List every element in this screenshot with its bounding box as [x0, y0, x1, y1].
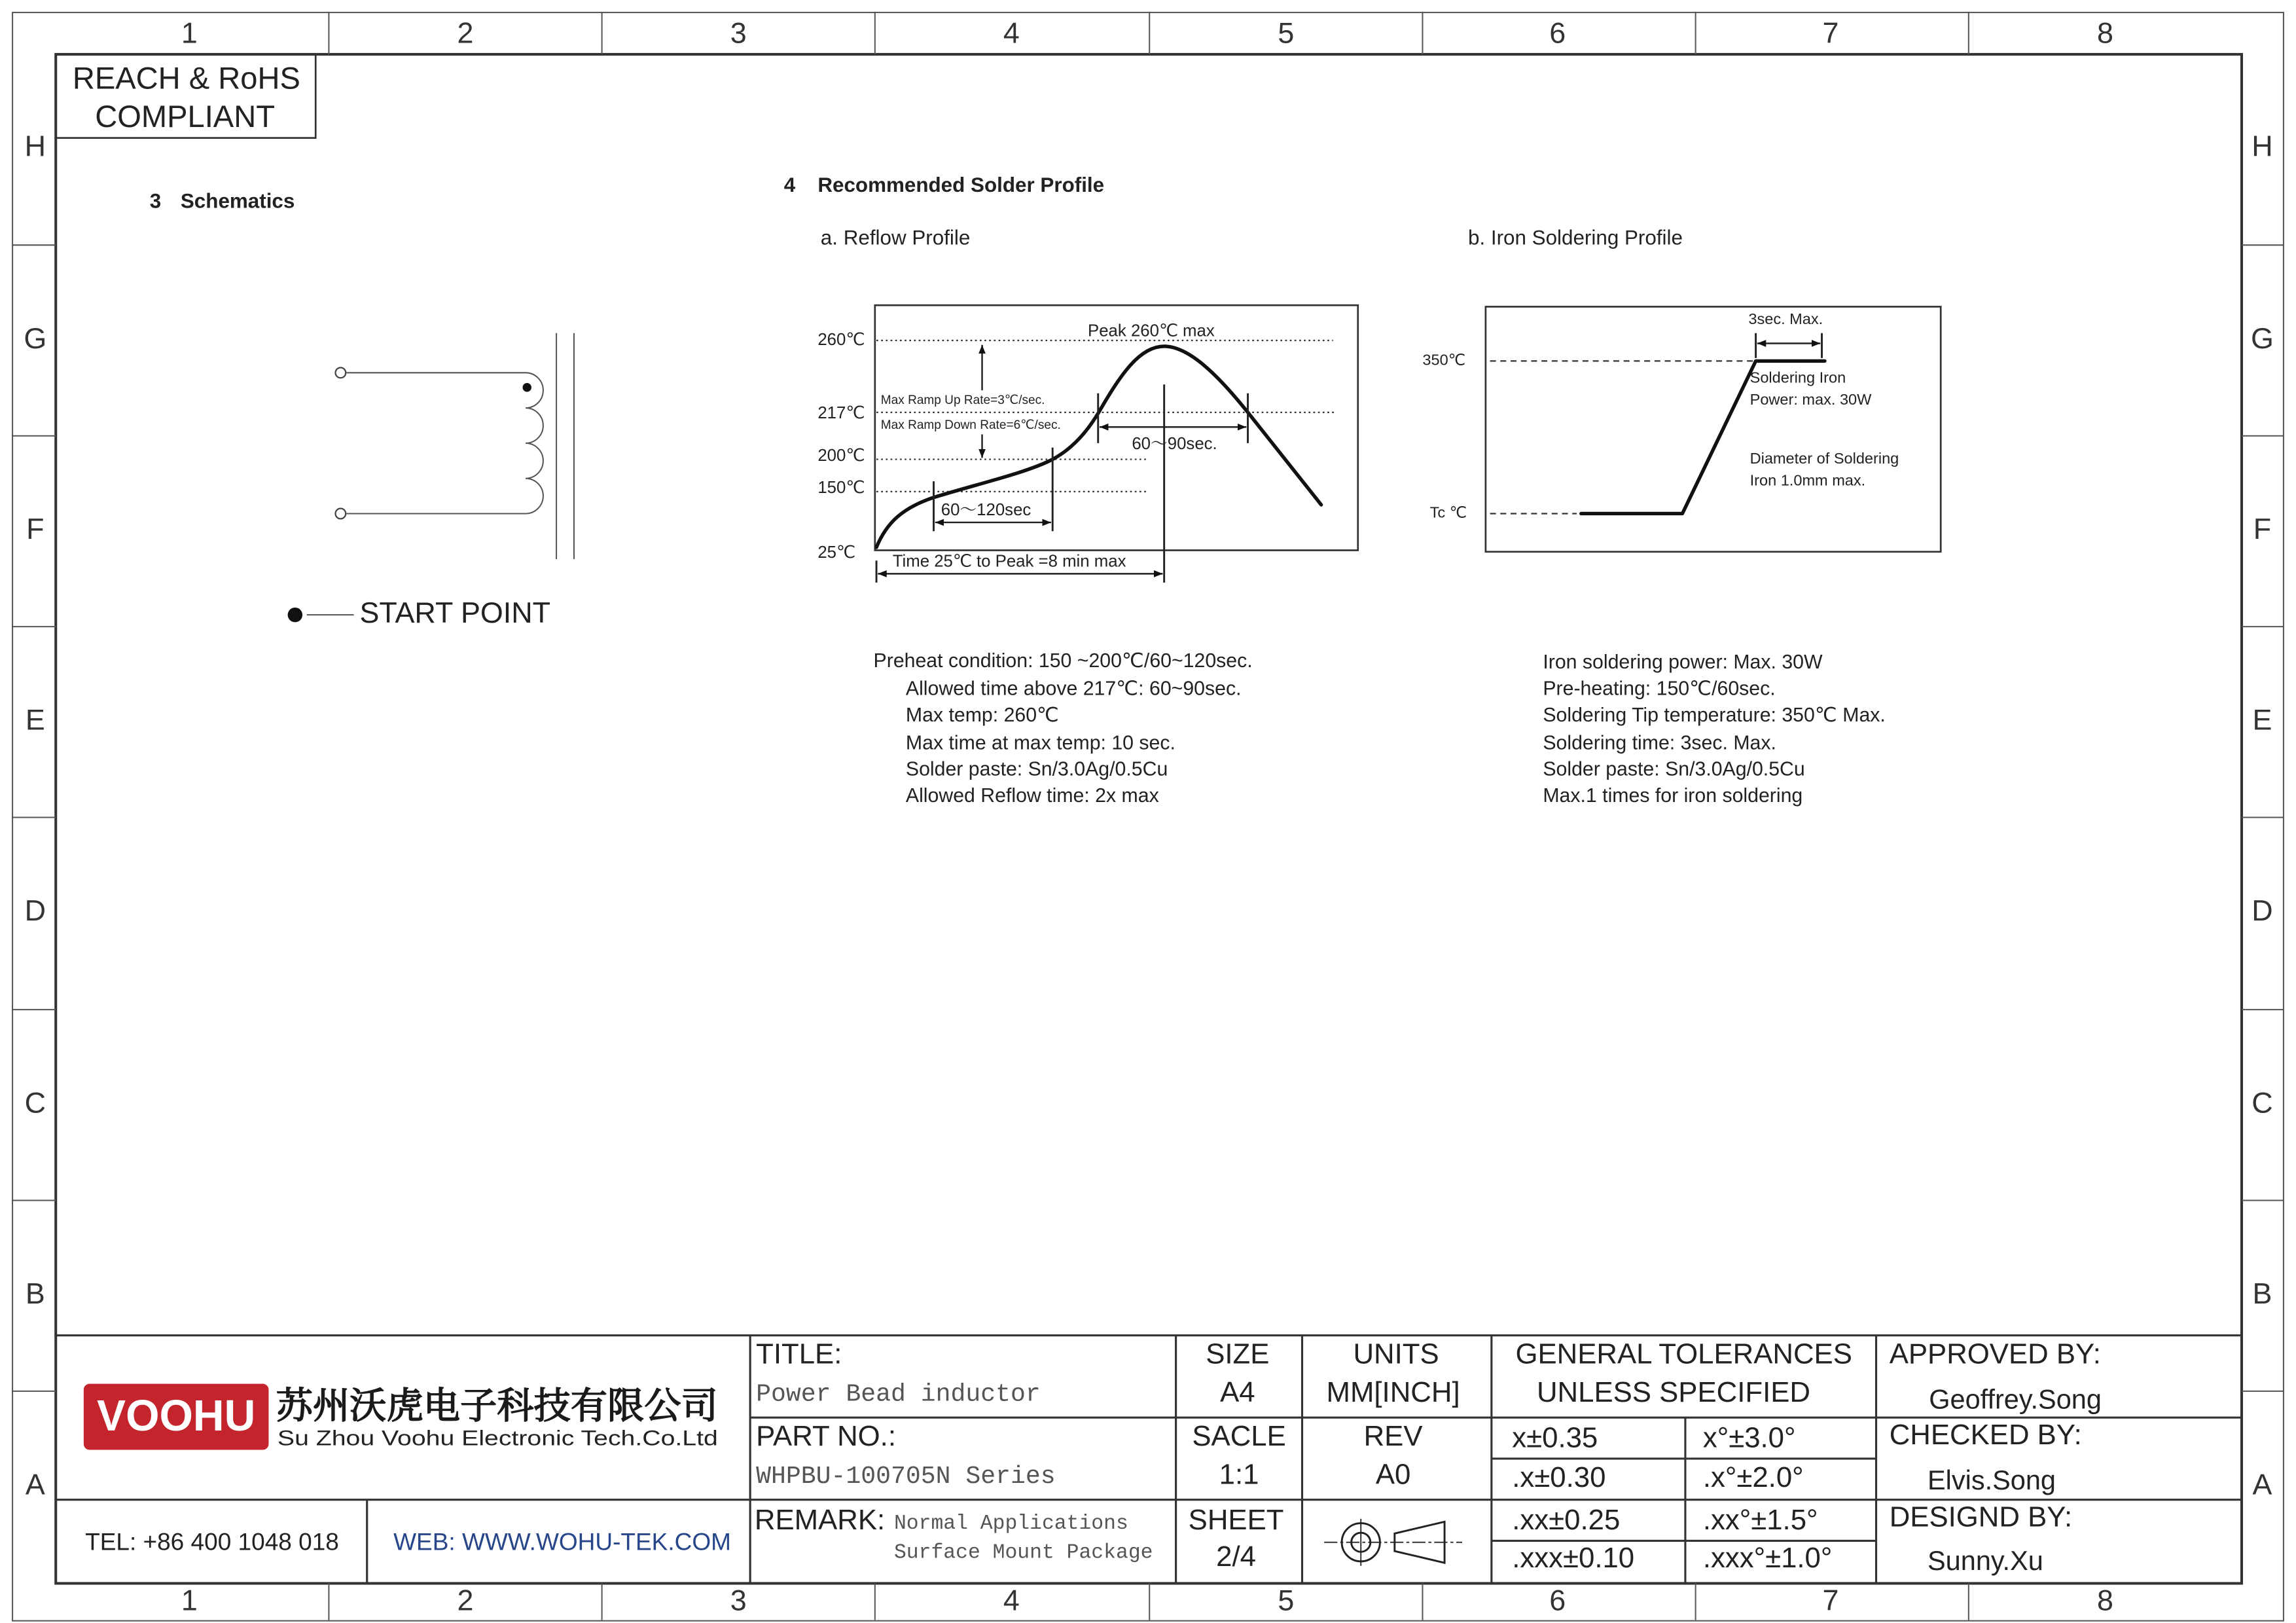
- company-logo: [84, 1384, 718, 1450]
- zone-row-label-right: E: [2252, 702, 2272, 737]
- units-label: UNITS: [1353, 1338, 1439, 1370]
- zone-row-label-left: G: [24, 321, 47, 355]
- polarity-dot: [522, 383, 531, 392]
- reflow-note: Solder paste: Sn/3.0Ag/0.5Cu: [905, 758, 1168, 780]
- iron-tip-line-2: Iron 1.0mm max.: [1749, 471, 1866, 489]
- ramp-down-label: Max Ramp Down Rate=6℃/sec.: [880, 418, 1061, 433]
- reflow-note: Max temp: 260℃: [905, 704, 1060, 726]
- company-name-english: Su Zhou Voohu Electronic Tech.Co.Ltd: [277, 1426, 718, 1450]
- preheat-time-label: 60～120sec: [941, 500, 1031, 519]
- zone-column-label-top: 7: [1822, 16, 1839, 50]
- checked-by-label: CHECKED BY:: [1889, 1418, 2082, 1451]
- zone-row-label-left: C: [24, 1085, 46, 1120]
- website: WEB: WWW.WOHU-TEK.COM: [393, 1528, 731, 1556]
- zone-row-label-right: D: [2251, 894, 2273, 927]
- iron-duration-label: 3sec. Max.: [1748, 310, 1823, 327]
- iron-temp-high-label: 350℃: [1422, 351, 1466, 369]
- zone-row-label-right: F: [2253, 512, 2272, 546]
- schematics-section-title: Schematics: [180, 189, 295, 213]
- iron-note: Solder paste: Sn/3.0Ag/0.5Cu: [1543, 758, 1805, 780]
- compliance-line-2: COMPLIANT: [95, 99, 275, 134]
- angular-tolerance: x°±3.0°: [1702, 1421, 1796, 1454]
- zone-row-label-left: E: [25, 702, 45, 737]
- iron-note: Soldering Tip temperature: 350℃ Max.: [1543, 704, 1886, 726]
- zone-column-label-top: 6: [1549, 16, 1566, 50]
- rev-value: A0: [1375, 1458, 1411, 1491]
- company-name-chinese: 苏州沃虎电子科技有限公司: [276, 1385, 718, 1427]
- remark-line-1: Normal Applications: [893, 1512, 1128, 1535]
- reflow-note: Max time at max temp: 10 sec.: [905, 732, 1175, 754]
- linear-tolerance: .x±0.30: [1512, 1461, 1606, 1493]
- solder-section-number: 4: [783, 173, 796, 196]
- zone-column-label-top: 3: [730, 16, 747, 50]
- temp-label-260: 260℃: [817, 330, 865, 349]
- linear-tolerance: x±0.35: [1512, 1421, 1598, 1454]
- title-label: TITLE:: [756, 1338, 842, 1370]
- zone-row-label-left: H: [24, 129, 46, 163]
- angular-tolerance: .xxx°±1.0°: [1702, 1542, 1833, 1575]
- zone-row-label-left: B: [25, 1277, 45, 1311]
- zone-column-label-bottom: 2: [457, 1583, 474, 1617]
- temp-label-25: 25℃: [817, 543, 855, 562]
- zone-column-label-top: 2: [457, 16, 474, 50]
- terminal-bottom: [336, 509, 346, 519]
- telephone: TEL: +86 400 1048 018: [85, 1528, 339, 1556]
- zone-column-label-top: 8: [2096, 16, 2113, 50]
- zone-row-label-right: C: [2251, 1085, 2273, 1120]
- iron-note: Max.1 times for iron soldering: [1543, 785, 1803, 807]
- zone-row-label-right: H: [2251, 129, 2273, 163]
- title-value: Power Bead inductor: [756, 1380, 1041, 1409]
- size-value: A4: [1220, 1376, 1255, 1408]
- compliance-line-1: REACH & RoHS: [72, 60, 300, 96]
- linear-tolerance: .xxx±0.10: [1512, 1542, 1635, 1575]
- approved-by-name: Geoffrey.Song: [1929, 1383, 2102, 1415]
- zone-column-label-bottom: 1: [181, 1583, 198, 1617]
- sheet-value: 2/4: [1216, 1540, 1256, 1573]
- approved-by-label: APPROVED BY:: [1889, 1338, 2101, 1370]
- iron-note: Soldering time: 3sec. Max.: [1543, 732, 1776, 754]
- designed-by-label: DESIGND BY:: [1889, 1501, 2073, 1533]
- tolerances-heading-2: UNLESS SPECIFIED: [1536, 1376, 1810, 1408]
- units-value: MM[INCH]: [1326, 1376, 1460, 1408]
- time-above-217-label: 60～90sec.: [1132, 434, 1217, 453]
- terminal-top: [336, 367, 346, 378]
- iron-tip-line-1: Diameter of Soldering: [1749, 449, 1899, 467]
- sheet-label: SHEET: [1188, 1503, 1284, 1536]
- iron-note: Pre-heating: 150℃/60sec.: [1543, 678, 1776, 700]
- remark-label: REMARK:: [754, 1503, 886, 1536]
- start-point-dot-icon: [288, 608, 302, 622]
- part-no-label: PART NO.:: [756, 1420, 896, 1453]
- zone-row-label-left: F: [26, 512, 45, 546]
- designed-by-name: Sunny.Xu: [1928, 1545, 2043, 1577]
- zone-column-label-top: 5: [1278, 16, 1295, 50]
- tolerances-heading-1: GENERAL TOLERANCES: [1515, 1338, 1852, 1370]
- linear-tolerance: .xx±0.25: [1512, 1503, 1621, 1536]
- zone-column-label-bottom: 8: [2096, 1583, 2113, 1617]
- peak-label: Peak 260℃ max: [1088, 321, 1215, 340]
- checked-by-name: Elvis.Song: [1928, 1464, 2056, 1495]
- remark-line-2: Surface Mount Package: [893, 1541, 1153, 1565]
- temp-label-150: 150℃: [817, 479, 865, 498]
- schematics-section-number: 3: [149, 189, 162, 213]
- solder-section-title: Recommended Solder Profile: [817, 173, 1105, 196]
- zone-row-label-left: D: [24, 894, 46, 927]
- temp-label-217: 217℃: [817, 403, 865, 422]
- zone-row-label-right: A: [2252, 1467, 2272, 1501]
- temp-label-200: 200℃: [817, 446, 865, 465]
- reflow-note: Preheat condition: 150 ~200℃/60~120sec.: [873, 649, 1253, 672]
- voohu-logo-mark: VOOHU: [97, 1391, 256, 1441]
- zone-column-label-bottom: 4: [1003, 1583, 1020, 1617]
- zone-column-label-bottom: 6: [1549, 1583, 1566, 1617]
- reflow-profile-subtitle: a. Reflow Profile: [820, 226, 971, 249]
- start-point-label: START POINT: [359, 596, 551, 629]
- iron-temp-low-label: Tc ℃: [1429, 503, 1467, 521]
- iron-profile-subtitle: b. Iron Soldering Profile: [1467, 226, 1683, 249]
- scale-label: SACLE: [1192, 1420, 1286, 1453]
- angular-tolerance: .xx°±1.5°: [1702, 1503, 1818, 1536]
- iron-power-line-1: Soldering Iron: [1749, 369, 1846, 386]
- angular-tolerance: .x°±2.0°: [1702, 1461, 1804, 1493]
- scale-value: 1:1: [1219, 1458, 1259, 1491]
- zone-column-label-bottom: 5: [1278, 1583, 1295, 1617]
- zone-row-label-right: G: [2250, 321, 2274, 355]
- reflow-note: Allowed time above 217℃: 60~90sec.: [905, 678, 1242, 700]
- zone-row-label-left: A: [25, 1467, 45, 1501]
- zone-row-label-right: B: [2252, 1277, 2272, 1311]
- rev-label: REV: [1363, 1420, 1423, 1453]
- ramp-up-label: Max Ramp Up Rate=3℃/sec.: [880, 393, 1045, 407]
- zone-column-label-top: 1: [181, 16, 198, 50]
- time-to-peak-label: Time 25℃ to Peak =8 min max: [892, 552, 1126, 571]
- reflow-note: Allowed Reflow time: 2x max: [905, 785, 1159, 807]
- size-label: SIZE: [1206, 1338, 1270, 1370]
- iron-note: Iron soldering power: Max. 30W: [1543, 651, 1823, 674]
- zone-column-label-bottom: 3: [730, 1583, 747, 1617]
- iron-power-line-2: Power: max. 30W: [1749, 391, 1872, 409]
- zone-column-label-bottom: 7: [1822, 1583, 1839, 1617]
- part-no-value: WHPBU-100705N Series: [756, 1462, 1056, 1491]
- zone-column-label-top: 4: [1003, 16, 1020, 50]
